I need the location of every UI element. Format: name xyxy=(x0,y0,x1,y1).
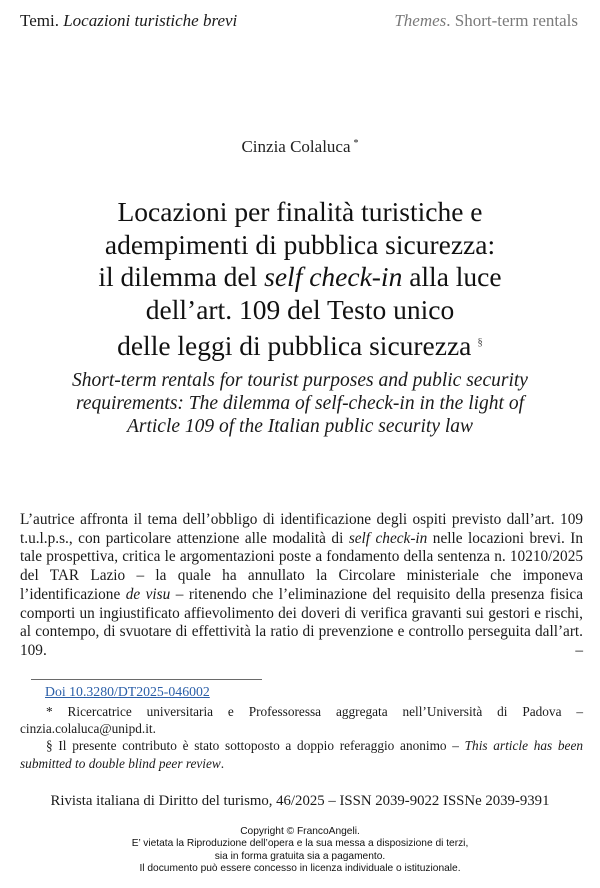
running-head-topic-en: . Short-term rentals xyxy=(446,11,578,30)
abstract-italic: self check-in xyxy=(348,529,428,547)
subtitle-line: Article 109 of the Italian public security law xyxy=(126,416,474,437)
doi-link[interactable]: Doi 10.3280/DT2025-046002 xyxy=(45,684,210,699)
copyright-notice xyxy=(0,826,600,876)
title-text: adempimenti di pubblica sicurezza: xyxy=(104,228,496,260)
author-name: Cinzia Colaluca xyxy=(241,137,351,156)
title-line xyxy=(40,261,560,294)
title-line: dell’art. 109 del Testo unico xyxy=(145,293,455,325)
running-head-right xyxy=(394,11,578,31)
title-line xyxy=(40,326,560,363)
article-title xyxy=(40,196,560,363)
abstract xyxy=(20,511,583,661)
title-line: Locazioni per finalità turistiche e xyxy=(117,196,483,227)
abstract-text: nelle locazioni brevi. In tale prospettiva, critica le argomentazioni poste a fondamento della sentenza n. 10210/2025 del TAR Lazio – la quale ha annullato la Circolare ministeriale che imponeva l’identificazione xyxy=(20,529,583,603)
journal-citation: Rivista italiana di Diritto del turismo, 46/2025 – ISSN 2039-9022 ISSNe 2039-9391 xyxy=(50,793,550,809)
running-head-section: Temi. xyxy=(20,11,64,30)
title-text: delle leggi di pubblica sicurezza xyxy=(117,330,472,361)
title-line xyxy=(40,229,560,262)
footnote-review xyxy=(20,737,583,771)
subtitle-line: Short-term rentals for tourist purposes and public security xyxy=(72,370,528,391)
abstract-text: L’autrice affronta il tema dell’obbligo di identificazione degli ospiti previsto dall’art. 109 t.u.l.p.s., con particolare attenzione alle modalità di xyxy=(20,511,583,547)
copyright-line: Il documento può essere concesso in licenza individuale o istituzionale. xyxy=(139,863,461,875)
english-subtitle xyxy=(28,369,572,438)
running-head-section-en: Themes xyxy=(394,11,447,30)
footnote-mark: § xyxy=(46,738,53,754)
author-line xyxy=(0,137,600,157)
footnote-italic: This article has been submitted to double blind peer review xyxy=(20,738,583,771)
copyright-line: sia in forma gratuita sia a pagamento. xyxy=(214,850,386,862)
title-text: il dilemma del xyxy=(98,261,265,292)
title-italic-term: self check-in xyxy=(264,261,403,292)
abstract-italic: de visu xyxy=(125,585,171,603)
abstract-text: – ritenendo che l’eliminazione del requisito della presenza fisica comporti un ingiustificato affievolimento dei doveri di verifica gravanti sui gestori e rischi, al contempo, di svuotare di effettività la ratio di prevenzione e controllo perseguita dall’art. 109. – xyxy=(20,585,583,659)
footnote-mark: * xyxy=(46,704,53,719)
running-head-left xyxy=(20,11,237,31)
footnote-text: Il presente contributo è stato sottoposto a doppio referaggio anonimo – xyxy=(52,738,465,754)
running-head-topic: Locazioni turistiche brevi xyxy=(63,11,238,30)
footnote-separator xyxy=(31,679,262,680)
footnote-author xyxy=(20,703,583,737)
footnotes xyxy=(20,703,583,772)
copyright-line: E’ vietata la Riproduzione dell’opera e la sua messa a disposizione di terzi, xyxy=(131,838,469,850)
title-text: alla luce xyxy=(402,261,502,292)
copyright-line: Copyright © FrancoAngeli. xyxy=(240,826,360,837)
footnote-text: Ricercatrice universitaria e Professoressa aggregata nell’Università di Padova – cinzia.colaluca@unipd.it. xyxy=(20,704,583,737)
abstract-paragraph xyxy=(20,511,583,661)
subtitle-line: requirements: The dilemma of self-check-in in the light of xyxy=(75,393,525,414)
title-footnote-mark: § xyxy=(477,336,483,348)
author-footnote-mark: * xyxy=(353,138,359,149)
footnote-text: . xyxy=(220,755,225,771)
